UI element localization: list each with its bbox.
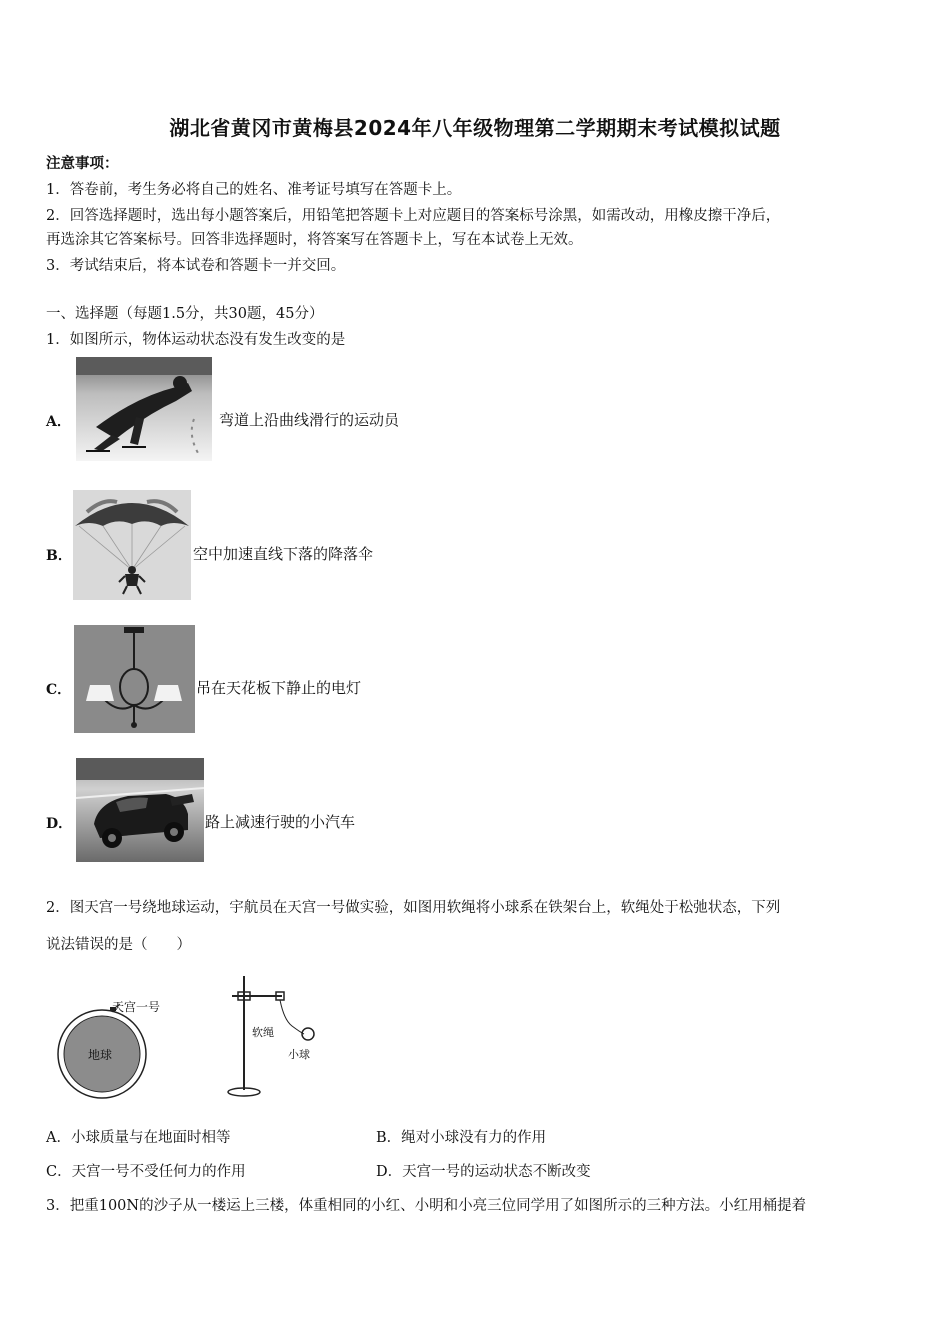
speed-skater-photo bbox=[76, 357, 212, 461]
question-2-stem-cont: 说法错误的是（ ） bbox=[46, 937, 191, 953]
chandelier-photo bbox=[74, 625, 195, 733]
q1-option-a-text: 弯道上沿曲线滑行的运动员 bbox=[219, 411, 400, 429]
earth-orbit-figure bbox=[54, 994, 184, 1104]
q1-option-d-letter: D． bbox=[46, 816, 73, 832]
q2-option-a: A．小球质量与在地面时相等 bbox=[46, 1130, 231, 1146]
page-title: 湖北省黄冈市黄梅县2024年八年级物理第二学期期末考试模拟试题 bbox=[169, 116, 781, 140]
q1-option-b-letter: B． bbox=[46, 548, 72, 564]
q1-option-d-text: 路上减速行驶的小汽车 bbox=[205, 813, 356, 831]
earth-label: 地球 bbox=[88, 1048, 113, 1062]
car-photo bbox=[76, 758, 204, 862]
notice-item-2-cont: 再选涂其它答案标号。回答非选择题时，将答案写在答题卡上，写在本试卷上无效。 bbox=[46, 232, 583, 248]
notice-heading: 注意事项： bbox=[46, 155, 119, 172]
q2-option-b: B．绳对小球没有力的作用 bbox=[376, 1130, 547, 1146]
question-3-stem: 3．把重100N的沙子从一楼运上三楼，体重相同的小红、小明和小亮三位同学用了如图所示的三种方法。小红用桶提着 bbox=[46, 1198, 807, 1214]
question-2-stem: 2．图天宫一号绕地球运动，宇航员在天宫一号做实验，如图用软绳将小球系在铁架台上，软绳处于松弛状态，下列 bbox=[46, 900, 781, 916]
notice-item-3: 3．考试结束后，将本试卷和答题卡一并交回。 bbox=[46, 258, 346, 274]
q2-option-c: C．天宫一号不受任何力的作用 bbox=[46, 1164, 246, 1180]
q2-option-d: D．天宫一号的运动状态不断改变 bbox=[376, 1164, 591, 1180]
rope-label: 软绳 bbox=[252, 1026, 274, 1039]
q1-option-b-text: 空中加速直线下落的降落伞 bbox=[193, 545, 374, 563]
question-1-stem: 1．如图所示，物体运动状态没有发生改变的是 bbox=[46, 332, 346, 348]
ball-label: 小球 bbox=[288, 1048, 310, 1061]
parachute-photo bbox=[73, 490, 191, 600]
iron-stand-figure bbox=[222, 972, 322, 1102]
notice-item-1: 1．答卷前，考生务必将自己的姓名、准考证号填写在答题卡上。 bbox=[46, 182, 462, 198]
q1-option-a-letter: A． bbox=[46, 414, 71, 430]
q1-option-c-letter: C． bbox=[46, 682, 72, 698]
station-label: 天宫一号 bbox=[112, 1000, 161, 1014]
notice-item-2: 2．回答选择题时，选出每小题答案后，用铅笔把答题卡上对应题目的答案标号涂黑，如需改动，用橡皮擦干净后， bbox=[46, 208, 781, 224]
q1-option-c-text: 吊在天花板下静止的电灯 bbox=[196, 679, 362, 697]
section-heading: 一、选择题（每题1.5分，共30题，45分） bbox=[46, 306, 324, 322]
